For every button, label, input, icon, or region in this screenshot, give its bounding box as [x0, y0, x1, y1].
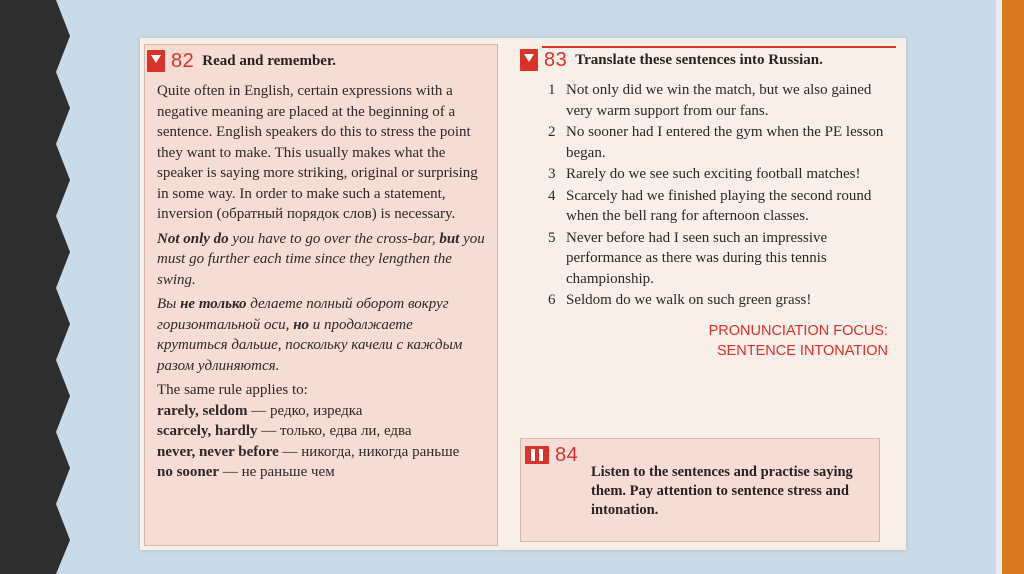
exercise-82-example-en: Not only do you have to go over the cross-bar, but you must go further each time since they lengthen the swing.: [157, 230, 485, 288]
list-item: 1 Not only did we win the match, but we also gained very warm support from our fans.: [548, 82, 872, 119]
exercise-82-panel: [144, 44, 498, 546]
exercise-82-example-ru: Вы не только делаете полный оборот вокруг горизонтальной оси, но и продолжаете крутиться дальше, поскольку качели с каждым разом удлиняются.: [157, 296, 463, 374]
exercise-84-header: [521, 439, 879, 471]
list-item: 5 Never before had I seen such an impressive performance as there was during this tennis championship.: [548, 229, 828, 287]
exercise-84-number: 84: [555, 443, 579, 466]
exercise-83-header: [518, 44, 896, 76]
rule-item: scarcely, hardly — только, едва ли, едва: [157, 423, 412, 439]
exercise-83-number: 83: [544, 48, 568, 71]
exercise-84-panel: [520, 438, 880, 542]
exercise-83-list: [518, 80, 896, 311]
rule-intro: The same rule applies to:: [157, 382, 308, 398]
exercise-82-intro: Quite often in English, certain expressions with a negative meaning are placed at the beginning of a sentence. English speakers do this to stress the point they want to make. This usually makes what the speaker is saying more striking, original or surprising in some way. In order to make such a statement, inversion (обратный порядок слов) is necessary.: [157, 83, 478, 222]
exercise-82-body: [145, 77, 497, 483]
rule-item: never, never before — никогда, никогда раньше: [157, 443, 460, 460]
list-item: 2 No sooner had I entered the gym when the PE lesson began.: [548, 124, 884, 161]
exercise-83-title: Translate these sentences into Russian.: [575, 51, 823, 68]
rule-item: no sooner — не раньше чем: [157, 464, 335, 480]
pronunciation-focus-heading: PRONUNCIATION FOCUS: SENTENCE INTONATION: [708, 322, 888, 359]
list-item: 4 Scarcely had we finished playing the second round when the bell rang for afternoon classes.: [548, 187, 872, 224]
rule-item: rarely, seldom — редко, изредка: [157, 402, 363, 419]
textbook-page: [140, 38, 906, 550]
right-orange-border: [1002, 0, 1024, 574]
read-icon: [147, 50, 165, 72]
exercise-82-header: [145, 45, 497, 77]
exercise-82-number: 82: [171, 49, 195, 72]
right-column: [518, 44, 896, 544]
list-item: 6 Seldom do we walk on such green grass!: [548, 292, 812, 308]
write-icon: [520, 49, 538, 71]
exercise-84-text: Listen to the sentences and practise saying them. Pay attention to sentence stress and intonation.: [591, 464, 853, 518]
list-item: 3 Rarely do we see such exciting football matches!: [548, 166, 861, 182]
listen-icon: [525, 446, 549, 464]
left-zigzag-strip: [0, 0, 80, 574]
exercise-82-title: Read and remember.: [202, 52, 336, 69]
